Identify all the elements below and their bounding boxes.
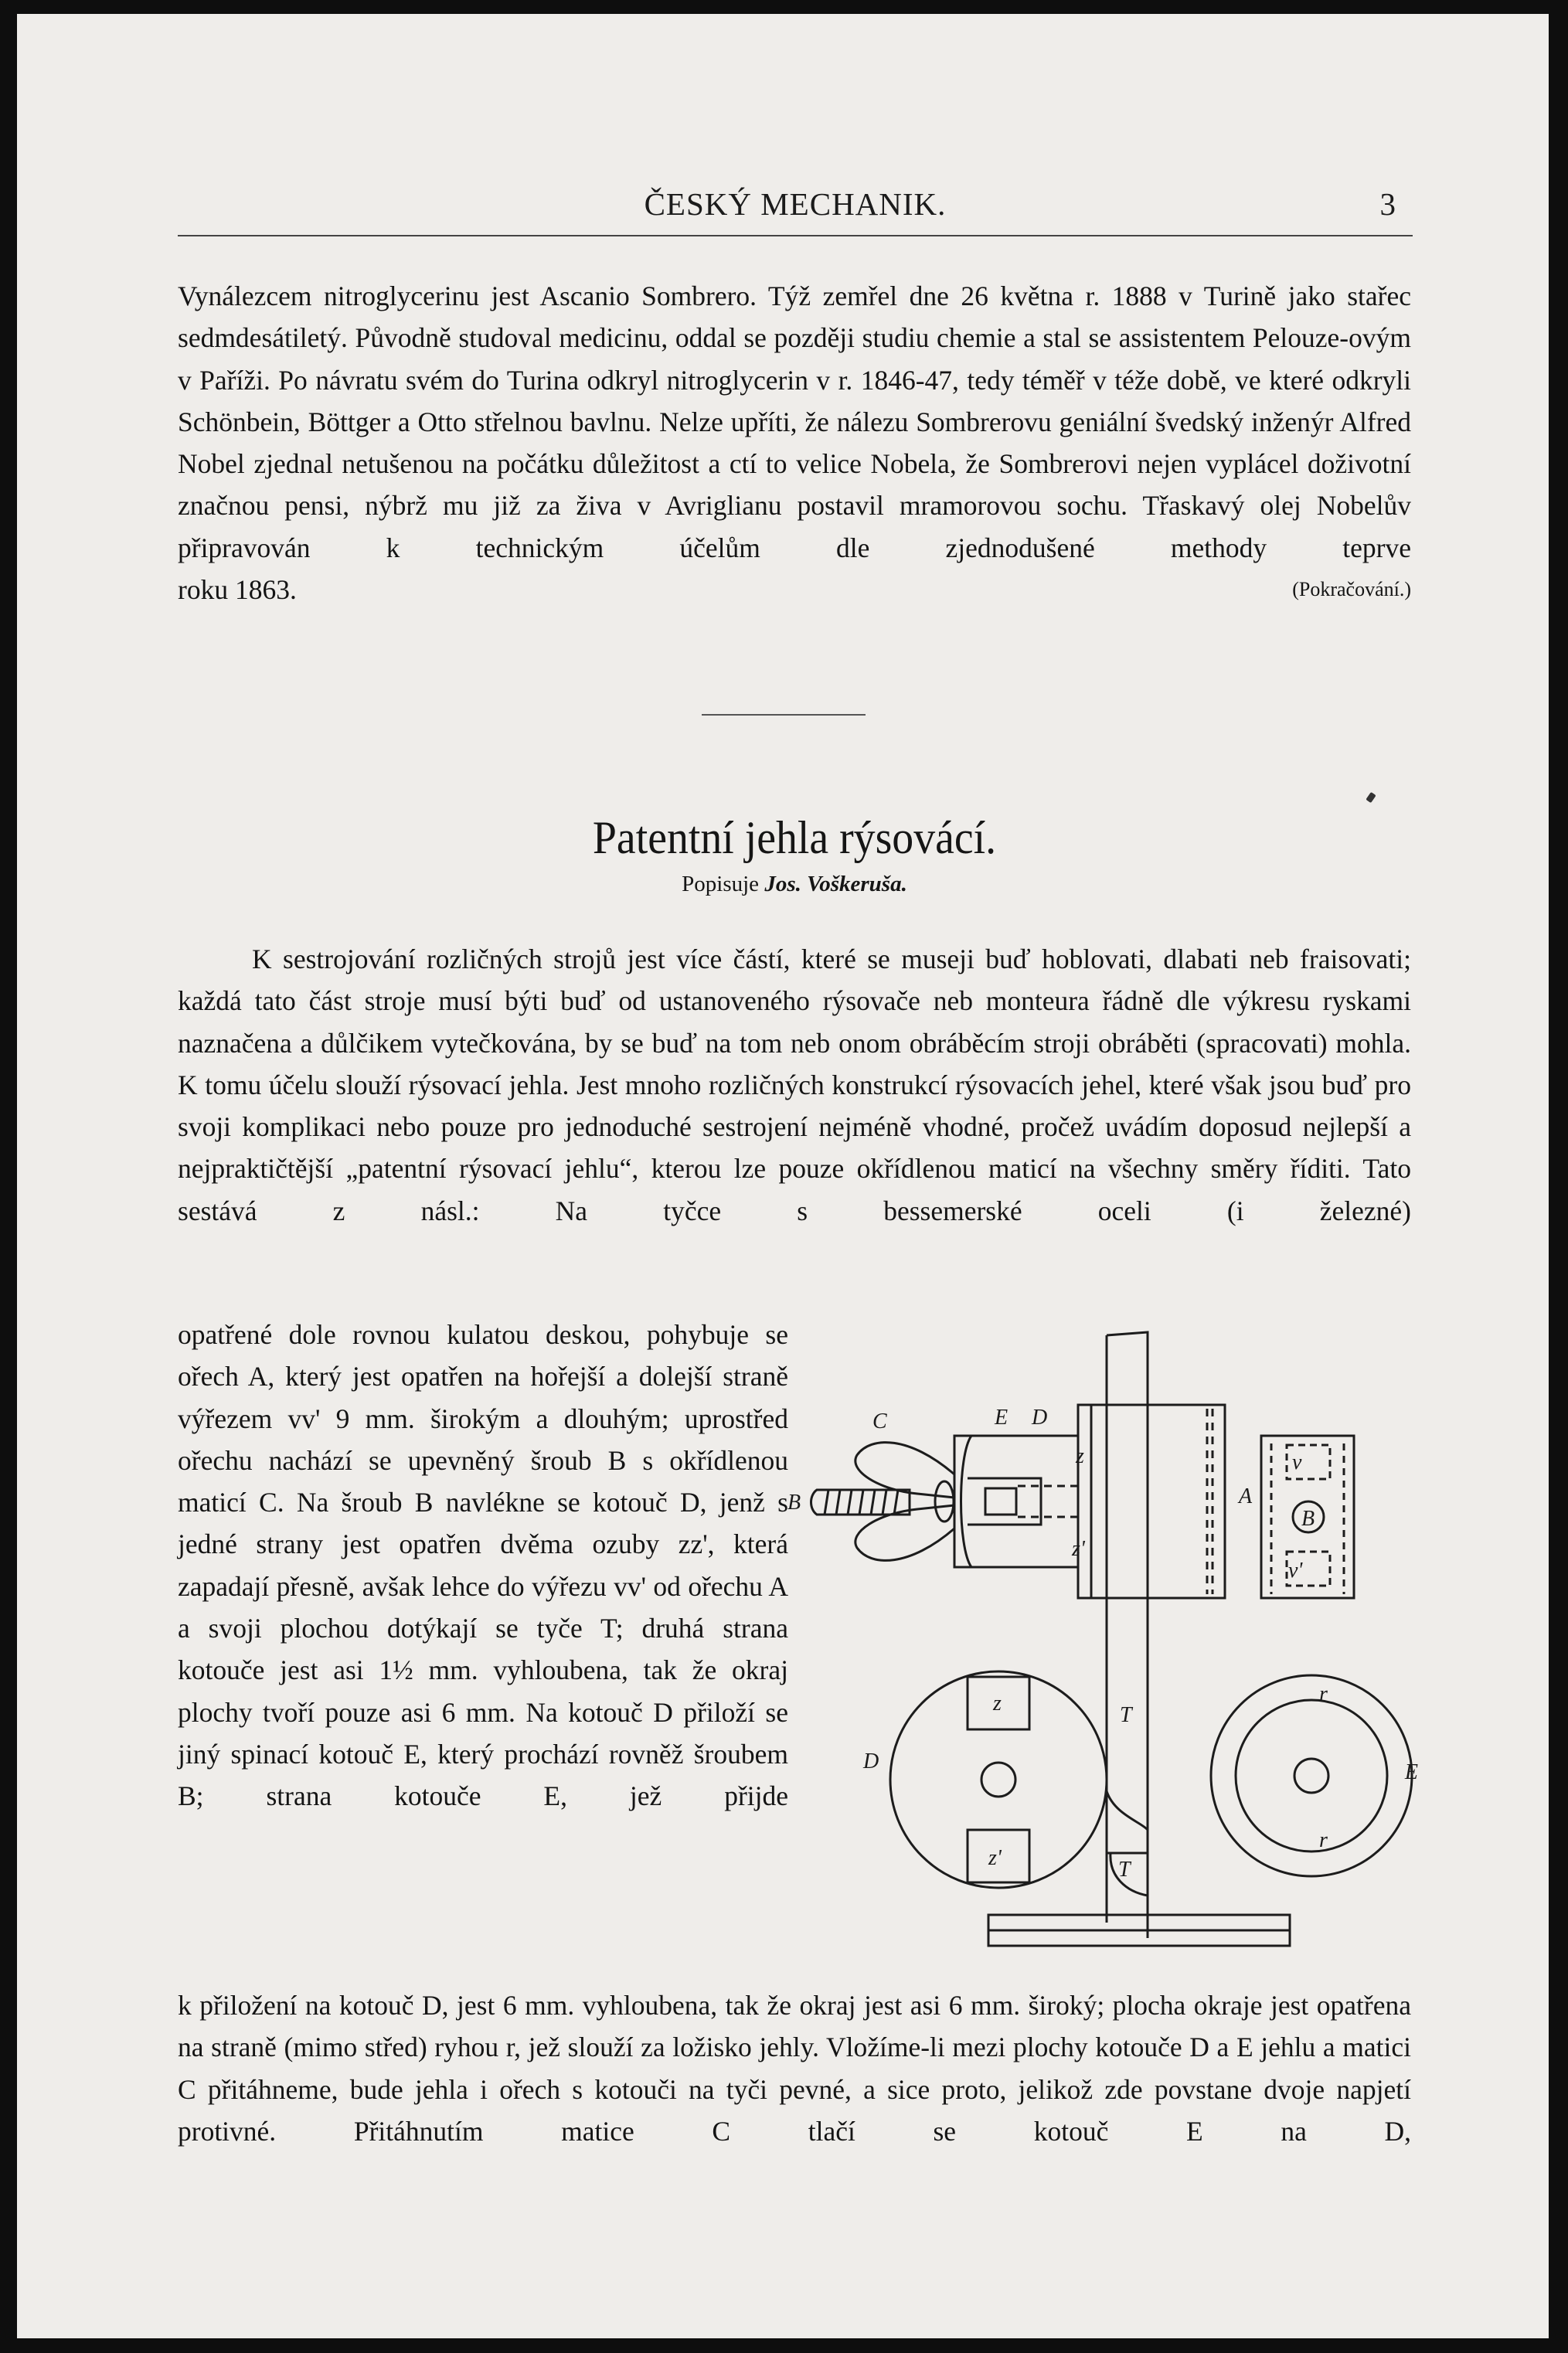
- article-separator: [702, 714, 866, 716]
- fig-label-v: v: [1292, 1450, 1302, 1474]
- fig-label-a: A: [1239, 1484, 1253, 1508]
- fig-label-r-upper: r: [1319, 1682, 1328, 1706]
- fig-label-z-prime-disc: z': [988, 1846, 1002, 1870]
- fig-label-z: z: [1076, 1444, 1084, 1468]
- fig-label-e-right: E: [1404, 1760, 1418, 1784]
- fig-label-z-prime: z': [1072, 1537, 1085, 1561]
- article-paragraph-3-text: k přiložení na kotouč D, jest 6 mm. vyhloubena, tak že okraj jest asi 6 mm. široký; plocha okraje jest opatřena na straně (mimo střed) ryhou r, jež slouží za ložisko jehly. Vložíme-li mezi plochy kotouče D a E jehlu a matici C přitáhneme, bude jehla i ořech s kotouči na tyči pevné, a sice proto, jelikož zde povstane dvoje napjetí protivné. Přitáhnutím matice C tlačí se kotouč E na D,: [178, 1990, 1411, 2147]
- article-paragraph-2-text: opatřené dole rovnou kulatou deskou, pohybuje se ořech A, který jest opatřen na hořejší a dolejší straně výřezem vv' 9 mm. širokým a dlouhým; uprostřed ořechu nachází se upevněný šroub B s okřídlenou maticí C. Na šroub B navlékne se kotouč D, jenž s jedné strany jest opatřen dvěma ozuby zz', která zapadají přesně, avšak lehce do výřezu vv' od ořechu A a svoji plochou dotýkají se tyče T; druhá strana kotouče jest asi 1½ mm. vyhloubena, tak že okraj plochy tvoří pouze asi 6 mm. Na kotouč D přiloží se jiný spinací kotouč E, který prochází rovněž šroubem B; strana kotouče E, jež přijde: [178, 1319, 788, 1812]
- article-paragraph-1: [178, 938, 1411, 1232]
- article-paragraph-3: [178, 1984, 1411, 2152]
- fig-label-b: B: [787, 1491, 801, 1515]
- previous-article-last-line: [178, 569, 1411, 610]
- previous-article-paragraph: [178, 275, 1411, 610]
- rod-outline: [1107, 1332, 1148, 1938]
- byline: [178, 872, 1411, 897]
- article-title: Patentní jehla rýsovácí.: [592, 812, 997, 863]
- page-header: [178, 185, 1413, 240]
- article-paragraph-1-text: K sestrojování rozličných strojů jest více částí, které se museji buď hoblovati, dlabati neb fraisovati; každá tato část stroje musí býti buď od ustanoveného rýsovače neb monteura řádně dle výkresu ryskami naznačena a důlčikem vytečkována, by se buď na tom neb onom obráběcím stroji obráběti (spracovati) mohla. K tomu účelu slouží rýsovací jehla. Jest mnoho rozličných konstrukcí rýsovacích jehel, které však jsou buď pro svoji komplikaci nebo pouze pro jednoduché sestrojení nejméně vhodné, pročež uvádím doposud nejlepší a nejpraktičtější „patentní rýsovací jehlu“, kterou lze pouze okřídlenou maticí na všechny směry říditi. Tato sestává z násl.: Na tyčce s bessemerské oceli (i železné): [178, 944, 1411, 1226]
- byline-author: Jos. Voškeruša.: [764, 872, 907, 896]
- fig-label-v-prime: v': [1288, 1559, 1303, 1583]
- fig-label-e: E: [995, 1406, 1008, 1430]
- fig-label-r-lower: r: [1319, 1828, 1328, 1852]
- page: [17, 14, 1549, 2338]
- fig-label-d: D: [1032, 1406, 1048, 1430]
- continued-note: (Pokračování.): [1292, 578, 1411, 601]
- fig-label-c: C: [872, 1409, 887, 1433]
- running-title: ČESKÝ MECHANIK.: [644, 186, 947, 222]
- disc-e-front: [1211, 1675, 1412, 1876]
- scriber-drawing: [786, 1320, 1420, 1984]
- fig-label-t-lower: T: [1118, 1858, 1131, 1882]
- nut-a: [1078, 1405, 1225, 1598]
- previous-article-text: Vynálezcem nitroglycerinu jest Ascanio Sombrero. Týž zemřel dne 26 května r. 1888 v Turině jako stařec sedmdesátiletý. Původně studoval medicinu, oddal se později studiu chemie a stal se assistentem Pelouze-ovým v Paříži. Po návratu svém do Turina odkryl nitroglycerin v r. 1846-47, tedy téměř v téže době, ve které odkryli Schönbein, Böttger a Otto střelnou bavlnu. Nelze upříti, že nálezu Sombrerovu geniální švedský inženýr Alfred Nobel zjednal netušenou na počátku důležitost a ctí to velice Nobela, že Sombrerovi nejen vyplácel doživotní značnou pensi, nýbrž mu již za živa v Avriglianu postavil mramorovou sochu. Třaskavý olej Nobelův připravován k technickým účelům dle zjednodušené methody teprve: [178, 281, 1411, 563]
- previous-article-last-words: roku 1863.: [178, 574, 297, 606]
- fig-label-d-left: D: [863, 1749, 879, 1773]
- byline-prefix: Popisuje: [682, 872, 760, 896]
- fig-label-b-circle: B: [1301, 1507, 1315, 1531]
- scriber-figure: [786, 1320, 1420, 1984]
- fig-label-t-upper: T: [1120, 1703, 1132, 1727]
- header-rule: [178, 235, 1413, 236]
- rod-break: [1107, 1791, 1148, 1830]
- article-paragraph-2: [178, 1314, 788, 1817]
- page-number: 3: [1379, 186, 1396, 222]
- ink-mark: [1366, 792, 1376, 803]
- fig-label-z-disc: z: [993, 1692, 1002, 1715]
